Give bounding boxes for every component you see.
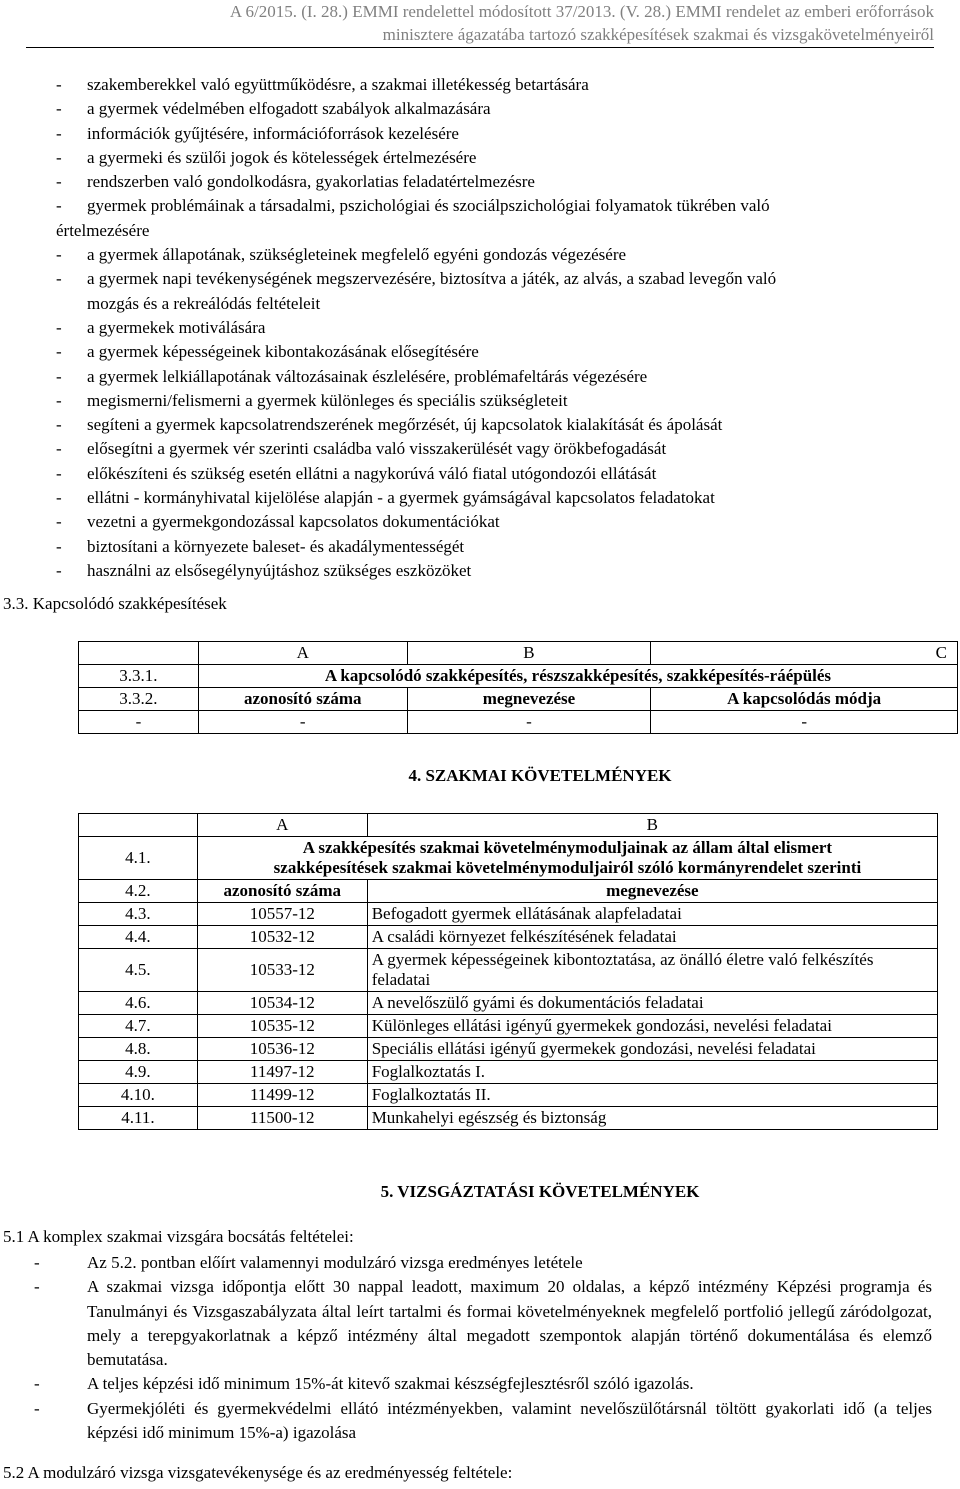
col-a-header: A [197, 814, 367, 837]
table-row: 4.4. 10532-12 A családi környezet felkészítésének feladatai [79, 926, 938, 949]
list-item-continuation: értelmezésére [56, 220, 150, 240]
section-3-3-label: 3.3. Kapcsolódó szakképesítések [3, 594, 227, 613]
table-row: 4.6. 10534-12 A nevelőszülő gyámi és dokumentációs feladatai [79, 992, 938, 1015]
header-rule [26, 47, 934, 48]
table-row: 4.3. 10557-12 Befogadott gyermek ellátásának alapfeladatai [79, 903, 938, 926]
section-5-1-label: 5.1 A komplex szakmai vizsgára bocsátás feltételei: [3, 1227, 354, 1246]
table-header-row [79, 642, 958, 665]
table-row: 4.10. 11499-12 Foglalkoztatás II. [79, 1084, 938, 1107]
table-row: - - - - [79, 711, 958, 734]
table-row: 4.1. A szakképesítés szakmai követelménymoduljainak az állam által elismert szakképesítések szakmai követelménymoduljairól szóló kormányrendelet szerinti [79, 837, 938, 880]
header-line-2: minisztere ágazatába tartozó szakképesítések szakmai és vizsgakövetelményeiről [382, 25, 934, 44]
list-item: - a gyermek napi tevékenységének megszervezésére, biztosítva a játék, az alvás, a szabad levegőn való [56, 269, 777, 289]
list-item: - A teljes képzési idő minimum 15%-át kitevő szakmai készségfejlesztésről szóló igazolás. [34, 1374, 694, 1394]
table-row: 4.5. 10533-12 A gyermek képességeinek kibontoztatása, az önálló életre való felkészítés feladatai [79, 949, 938, 992]
header-line-1: A 6/2015. (I. 28.) EMMI rendelettel módosított 37/2013. (V. 28.) EMMI rendelet az emberi erőforrások [229, 2, 934, 21]
related-qualifications-table [78, 641, 958, 734]
page-header [0, 0, 960, 46]
section-5-2-label: 5.2 A modulzáró vizsga vizsgatevékenysége és az eredményesség feltétele: [3, 1463, 513, 1482]
competence-list [56, 73, 936, 583]
list-item: - a gyermeki és szülői jogok és kötelességek értelmezésére [56, 147, 477, 167]
list-item: - segíteni a gyermek kapcsolatrendszerének megőrzését, új kapcsolatok kialakítását és ápolását [56, 415, 723, 435]
list-item: - szakemberekkel való együttműködésre, a szakmai illetékesség betartására [56, 75, 589, 94]
list-item: - használni az elsősegélynyújtáshoz szükséges eszközöket [56, 560, 472, 580]
list-item: - a gyermekek motiválására [56, 317, 266, 337]
list-item: - rendszerben való gondolkodásra, gyakorlatias feladatértelmezésre [56, 172, 535, 192]
section-5-title: 5. VIZSGÁZTATÁSI KÖVETELMÉNYEK [380, 1182, 700, 1201]
table-row: 4.8. 10536-12 Speciális ellátási igényű gyermekek gondozási, nevelési feladatai [79, 1038, 938, 1061]
list-item: - a gyermek képességeinek kibontakozásának elősegítésére [56, 342, 479, 362]
list-item: - Az 5.2. pontban előírt valamennyi modulzáró vizsga eredményes letétele [34, 1253, 583, 1272]
list-item: - elősegítni a gyermek vér szerinti családba való visszakerülését vagy örökbefogadását [56, 439, 667, 459]
list-item: - biztosítani a környezete baleset- és akadálymentességét [56, 536, 465, 556]
list-item: - vezetni a gyermekgondozással kapcsolatos dokumentációkat [56, 512, 500, 532]
table-row: 3.3.1. A kapcsolódó szakképesítés, részszakképesítés, szakképesítés-ráépülés [79, 665, 958, 688]
list-item: - információk gyűjtésére, információforrások kezelésére [56, 123, 459, 143]
table-header-row [79, 814, 938, 837]
exam-conditions-list [34, 1251, 932, 1445]
list-item: - a gyermek lelkiállapotának változásainak észlelésére, problémafeltárás végezésére [56, 366, 648, 386]
table-row: 3.3.2. azonosító száma megnevezése A kapcsolódás módja [79, 688, 958, 711]
table-row: 4.11. 11500-12 Munkahelyi egészség és biztonság [79, 1107, 938, 1130]
list-item-continuation: mozgás és a rekreálódás feltételeit [87, 293, 321, 313]
list-item: - a gyermek védelmében elfogadott szabályok alkalmazására [56, 99, 491, 119]
section-4-title: 4. SZAKMAI KÖVETELMÉNYEK [408, 766, 672, 785]
list-item: - előkészíteni és szükség esetén ellátni a nagykorúvá váló fiatal utógondozói ellátását [56, 463, 657, 483]
col-a-header: A [198, 642, 407, 665]
list-item: - A szakmai vizsga időpontja előtt 30 nappal leadott, maximum 20 oldalas, a képző intézmény Képzési programja és Tanulmányi és Vizsgaszabályzata által leírt tartalmi és formai követelményeknek megfelelő portfolió jellegű záródolgozat, mely a terepgyakorlatnak a képző intézmény által megadott szempontok alapján történő dokumentálása és elemző bemutatása. [34, 1277, 932, 1370]
col-b-header: B [407, 642, 651, 665]
table-row: 4.7. 10535-12 Különleges ellátási igényű gyermekek gondozási, nevelési feladatai [79, 1015, 938, 1038]
list-item: - a gyermek állapotának, szükségleteinek megfelelő egyéni gondozás végezésére [56, 245, 627, 265]
professional-requirements-table [78, 813, 938, 1130]
col-b-header: B [367, 814, 937, 837]
list-item: - Gyermekjóléti és gyermekvédelmi ellátó intézményekben, valamint nevelőszülőtársnál töltött gyakorlati idő (a teljes képzési idő minimum 15%-a) igazolása [34, 1398, 932, 1443]
table-row: 4.9. 11497-12 Foglalkoztatás I. [79, 1061, 938, 1084]
list-item: - ellátni - kormányhivatal kijelölése alapján - a gyermek gyámságával kapcsolatos feladatokat [56, 488, 715, 508]
col-c-header: C [651, 642, 958, 665]
list-item: - megismerni/felismerni a gyermek különleges és speciális szükségleteit [56, 390, 568, 410]
list-item: - gyermek problémáinak a társadalmi, pszichológiai és szociálpszichológiai folyamatok tükrében való [56, 196, 770, 216]
table-row: 4.2. azonosító száma megnevezése [79, 880, 938, 903]
